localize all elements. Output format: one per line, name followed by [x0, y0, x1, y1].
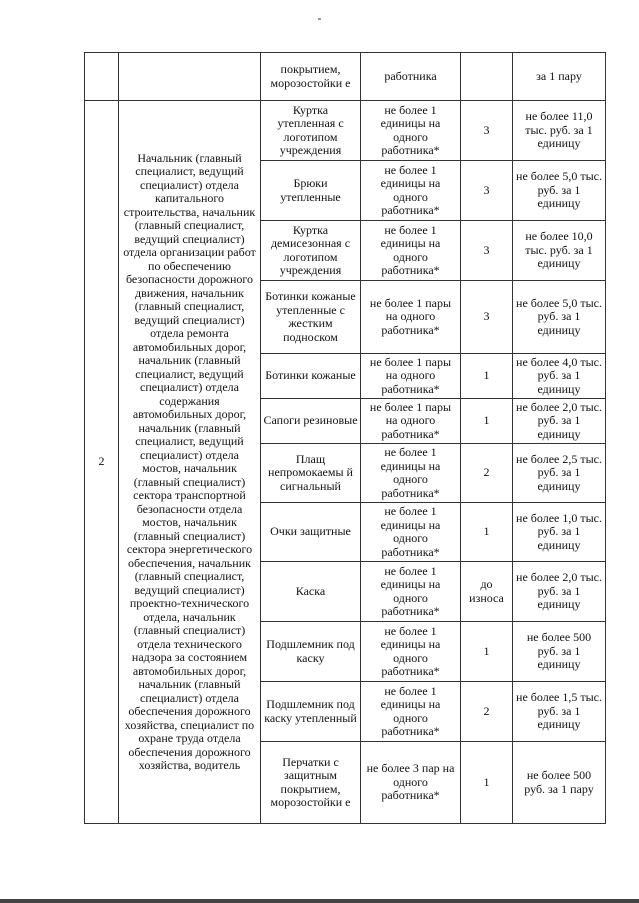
norm-cell: не более 1 единицы на одного работника*: [361, 562, 461, 622]
item-name-cell: Ботинки кожаные утепленные с жестким подноском: [261, 281, 361, 354]
item-name-cell: Очки защитные: [261, 503, 361, 562]
norm-cell: не более 1 единицы на одного работника*: [361, 622, 461, 682]
price-cell: не более 1,5 тыс. руб. за 1 единицу: [513, 682, 606, 742]
norm-cell: не более 1 единицы на одного работника*: [361, 503, 461, 562]
term-cell: 1: [461, 399, 513, 444]
norm-cell: не более 1 пары на одного работника*: [361, 399, 461, 444]
price-cell: не более 4,0 тыс. руб. за 1 единицу: [513, 354, 606, 399]
term-cell: до износа: [461, 562, 513, 622]
term-cell: 1: [461, 622, 513, 682]
item-name-cell: Ботинки кожаные: [261, 354, 361, 399]
item-name-cell: Плащ непромокаемы й сигнальный: [261, 444, 361, 503]
item-name-cell: Перчатки с защитным покрытием, морозостойки е: [261, 742, 361, 824]
price-cell: не более 500 руб. за 1 единицу: [513, 622, 606, 682]
item-name-cell: покрытием, морозостойки е: [261, 53, 361, 101]
price-cell: не более 500 руб. за 1 пару: [513, 742, 606, 824]
price-cell: за 1 пару: [513, 53, 606, 101]
position-cell: [119, 53, 261, 101]
norm-cell: не более 1 единицы на одного работника*: [361, 682, 461, 742]
continuation-row: [85, 53, 606, 101]
item-name-cell: Сапоги резиновые: [261, 399, 361, 444]
norm-cell: не более 1 пары на одного работника*: [361, 281, 461, 354]
table-row: [85, 101, 606, 161]
price-cell: не более 5,0 тыс. руб. за 1 единицу: [513, 281, 606, 354]
norm-cell: не более 1 пары на одного работника*: [361, 354, 461, 399]
item-name-cell: Подшлемник под каску: [261, 622, 361, 682]
item-name-cell: Куртка демисезонная с логотипом учреждения: [261, 221, 361, 281]
price-cell: не более 11,0 тыс. руб. за 1 единицу: [513, 101, 606, 161]
norm-cell: не более 3 пар на одного работника*: [361, 742, 461, 824]
price-cell: не более 1,0 тыс. руб. за 1 единицу: [513, 503, 606, 562]
item-name-cell: Брюки утепленные: [261, 161, 361, 221]
scan-speck: [318, 18, 321, 20]
price-cell: не более 10,0 тыс. руб. за 1 единицу: [513, 221, 606, 281]
term-cell: 3: [461, 221, 513, 281]
norm-cell: не более 1 единицы на одного работника*: [361, 101, 461, 161]
term-cell: 2: [461, 444, 513, 503]
norm-cell: работника: [361, 53, 461, 101]
term-cell: 1: [461, 503, 513, 562]
term-cell: 1: [461, 742, 513, 824]
price-cell: не более 5,0 тыс. руб. за 1 единицу: [513, 161, 606, 221]
norm-cell: не более 1 единицы на одного работника*: [361, 444, 461, 503]
term-cell: [461, 53, 513, 101]
equipment-norms-table: [84, 52, 606, 824]
group-number-cell: 2: [85, 101, 119, 824]
term-cell: 1: [461, 354, 513, 399]
item-name-cell: Куртка утепленная с логотипом учреждения: [261, 101, 361, 161]
scan-bottom-edge: [0, 899, 639, 903]
term-cell: 3: [461, 281, 513, 354]
norm-cell: не более 1 единицы на одного работника*: [361, 161, 461, 221]
price-cell: не более 2,0 тыс. руб. за 1 единицу: [513, 562, 606, 622]
price-cell: не более 2,5 тыс. руб. за 1 единицу: [513, 444, 606, 503]
term-cell: 3: [461, 161, 513, 221]
group-number-cell: [85, 53, 119, 101]
norm-cell: не более 1 единицы на одного работника*: [361, 221, 461, 281]
price-cell: не более 2,0 тыс. руб. за 1 единицу: [513, 399, 606, 444]
position-cell: Начальник (главный специалист, ведущий специалист) отдела капитального строительства, начальник (главный специалист, ведущий специалист) отдела организации работ по обеспечению безопасности дорожного движения, начальник (главный специалист, ведущий специалист) отдела ремонта автомобильных дорог, начальник (главный специалист, ведущий специалист) отдела содержания автомобильных дорог, начальник (главный специалист, ведущий специалист) отдела мостов, начальник (главный специалист) сектора транспортной безопасности отдела мостов, начальник (главный специалист) сектора энергетического обеспечения, начальник (главный специалист, ведущий специалист) проектно-технического отдела, начальник (главный специалист) отдела технического надзора за состоянием автомобильных дорог, начальник (главный специалист) отдела обеспечения дорожного хозяйства, специалист по охране труда отдела обеспечения дорожного хозяйства, водитель: [119, 101, 261, 824]
item-name-cell: Подшлемник под каску утепленный: [261, 682, 361, 742]
item-name-cell: Каска: [261, 562, 361, 622]
term-cell: 3: [461, 101, 513, 161]
term-cell: 2: [461, 682, 513, 742]
